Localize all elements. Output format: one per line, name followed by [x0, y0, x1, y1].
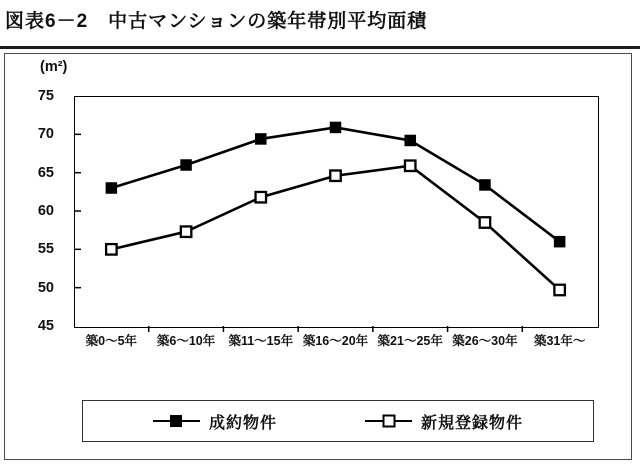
legend-label: 新規登録物件 [421, 414, 524, 432]
y-tick-label: 55 [37, 241, 54, 258]
x-category-label: 築11～15年 [228, 334, 294, 348]
filled-square-marker-icon [170, 415, 182, 427]
series-1-marker [180, 159, 192, 171]
y-tick-label: 60 [37, 203, 54, 219]
x-category-label: 築6～10年 [156, 334, 216, 348]
series-1-marker [106, 182, 118, 194]
series-2-marker [554, 285, 565, 296]
series-1-marker [330, 122, 342, 134]
series-2-marker [405, 161, 416, 172]
legend-line [365, 420, 412, 423]
open-square-marker-icon [382, 415, 395, 428]
legend-entry-contracted [153, 410, 277, 433]
x-category-label: 築0～5年 [85, 334, 138, 348]
figure-title: 図表6－2 中古マンションの築年帯別平均面積 [5, 11, 428, 32]
legend-line [153, 420, 200, 423]
y-tick-label: 50 [37, 279, 54, 296]
series-1-line [111, 127, 559, 241]
y-tick-label: 75 [37, 88, 54, 104]
legend-entry-newly-registered [365, 410, 523, 433]
series-1-marker [554, 236, 566, 248]
series-2-marker [256, 192, 266, 203]
legend-box [82, 400, 594, 442]
title-underline [0, 46, 640, 49]
y-tick-label: 65 [37, 164, 54, 181]
legend-label: 成約物件 [208, 414, 277, 432]
series-2-line [111, 166, 559, 290]
x-category-label: 築26～30年 [452, 334, 518, 348]
series-2-marker [480, 217, 491, 228]
x-category-label: 築31年～ [533, 334, 586, 348]
series-2-marker [181, 226, 192, 237]
series-1-marker [255, 133, 266, 145]
y-tick-label: 45 [37, 318, 54, 334]
line-chart-svg [74, 96, 597, 338]
y-tick-label: 70 [37, 126, 54, 143]
x-category-label: 築21～25年 [377, 334, 443, 348]
series-2-marker [330, 170, 341, 181]
series-1-marker [404, 135, 416, 147]
y-axis-unit-label: (m²) [40, 59, 68, 75]
series-2-marker [106, 244, 117, 255]
x-category-label: 築16～20年 [302, 334, 369, 348]
series-1-marker [479, 179, 491, 191]
